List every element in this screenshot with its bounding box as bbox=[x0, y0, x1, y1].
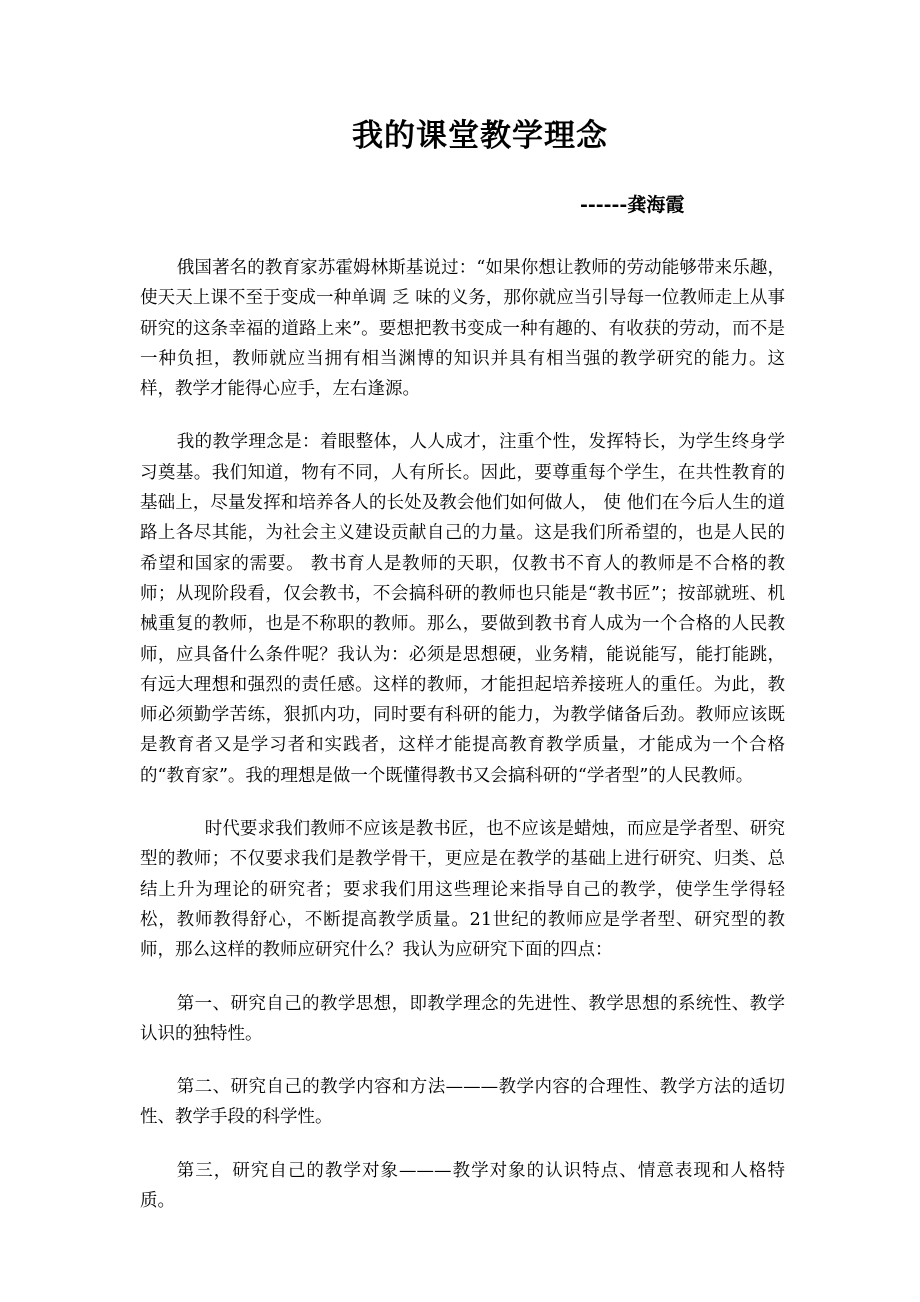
document-body bbox=[140, 253, 785, 1239]
paragraph-point-three: 第三，研究自己的教学对象———教学对象的认识特点、情意表现和人格特质。 bbox=[140, 1160, 785, 1212]
paragraph-teaching-philosophy: 我的教学理念是：着眼整体，人人成才，注重个性，发挥特长，为学生终身学习奠基。我们知道，物有不同，人有所长。因此，要尊重每个学生，在共性教育的基础上，尽量发挥和培养各人的长处及教会他们如何做人， 使 他们在今后人生的道路上各尽其能，为社会主义建设贡献自己的力量。这是我们所希望的，也是人民的希望和国家的需要。 教书育人是教师的天职，仅教书不育人的教师是不合格的教师；从现阶段看，仅会教书，不会搞科研的教师也只能是“教书匠”；按部就班、机械重复的教师，也是不称职的教师。那么，要做到教书育人成为一个合格的人民教师，应具备什么条件呢？我认为：必须是思想硬，业务精，能说能写，能打能跳，有远大理想和强烈的责任感。这样的教师，才能担起培养接班人的重任。为此，教师必须勤学苦练，狠抓内功，同时要有科研的能力，为教学储备后劲。教师应该既是教育者又是学习者和实践者，这样才能提高教育教学质量，才能成为一个合格的“教育家”。我的理想是做一个既懂得教书又会搞科研的“学者型”的人民教师。 bbox=[140, 432, 785, 786]
paragraph-intro: 俄国著名的教育家苏霍姆林斯基说过：“如果你想让教师的劳动能够带来乐趣，使天天上课不至于变成一种单调 乏 味的义务，那你就应当引导每一位教师走上从事研究的这条幸福的道路上来”。要想把教书变成一种有趣的、有收获的劳动，而不是一种负担，教师就应当拥有相当渊博的知识并具有相当强的教学研究的能力。这样，教学才能得心应手，左右逢源。 bbox=[140, 258, 785, 400]
paragraph-era-requirements: 时代要求我们教师不应该是教书匠，也不应该是蜡烛，而应是学者型、研究型的教师；不仅要求我们是教学骨干，更应是在教学的基础上进行研究、归类、总结上升为理论的研究者；要求我们用这些理论来指导自己的教学，使学生学得轻松，教师教得舒心，不断提高教学质量。21世纪的教师应是学者型、研究型的教师，那么这样的教师应研究什么？我认为应研究下面的四点： bbox=[140, 819, 785, 961]
paragraph-point-one: 第一、研究自己的教学思想，即教学理念的先进性、教学思想的系统性、教学认识的独特性。 bbox=[140, 993, 785, 1044]
paragraph-point-two: 第二、研究自己的教学内容和方法———教学内容的合理性、教学方法的适切性、教学手段的科学性。 bbox=[140, 1077, 785, 1128]
author-line: ------龚海霞 bbox=[580, 194, 685, 216]
document-title: 我的课堂教学理念 bbox=[352, 118, 608, 154]
